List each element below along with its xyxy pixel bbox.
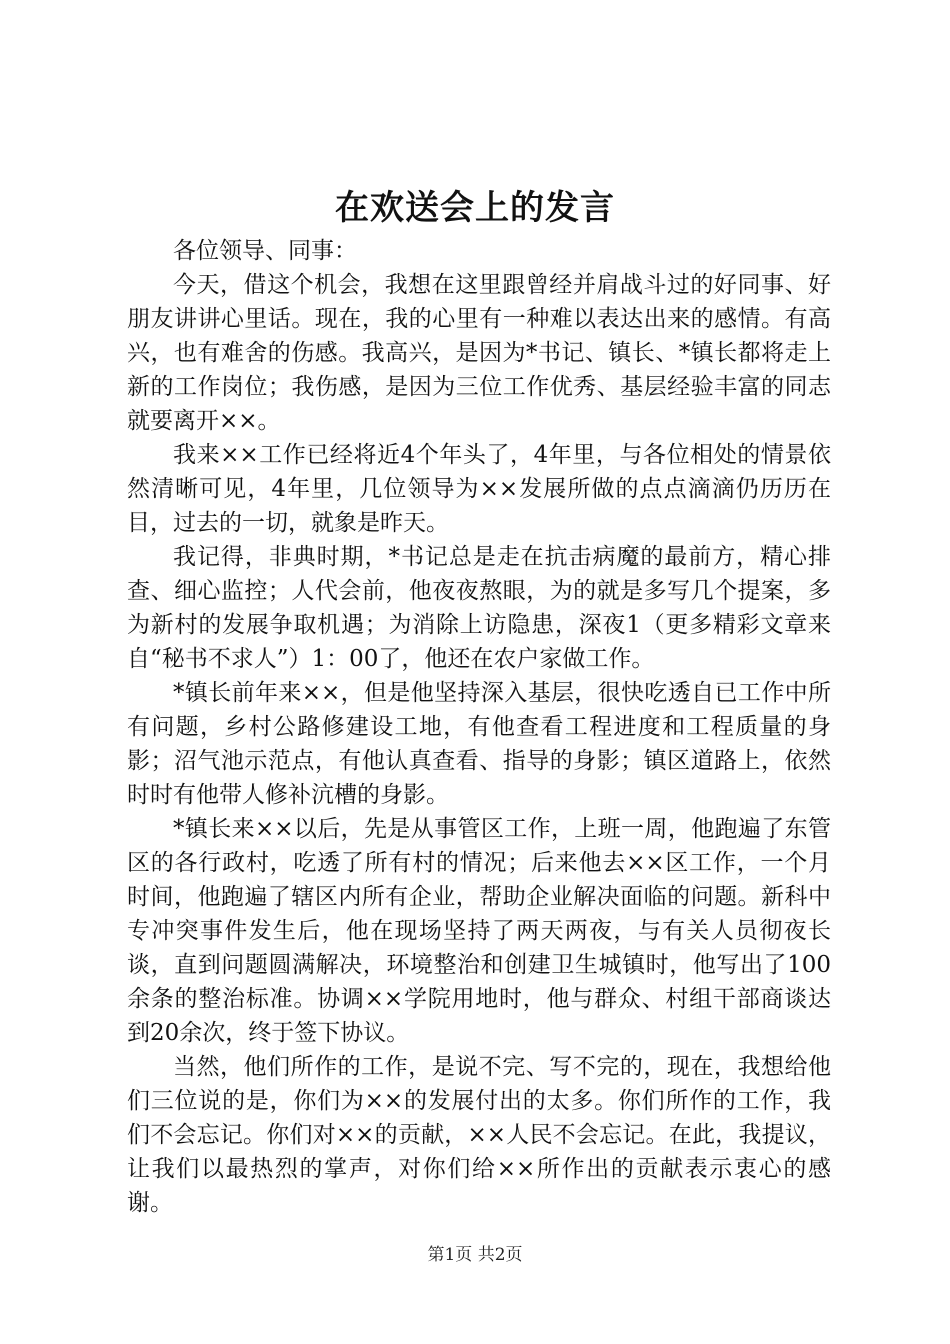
paragraph: 我来××工作已经将近4个年头了，4年里，与各位相处的情景依然清晰可见，4年里，几位领导为××发展所做的点点滴滴仍历历在目，过去的一切，就象是昨天。 [127,442,831,536]
document-title: 在欢送会上的发言 [335,188,615,228]
document-body [127,234,831,1220]
greeting: 各位领导、同事： [173,238,357,264]
paragraph: 今天，借这个机会，我想在这里跟曾经并肩战斗过的好同事、好朋友讲讲心里话。现在，我的心里有一种难以表达出来的感情。有高兴，也有难舍的伤感。我高兴，是因为*书记、镇长、*镇长都将走上新的工作岗位；我伤感，是因为三位工作优秀、基层经验丰富的同志就要离开××。 [127,272,831,434]
paragraph: *镇长前年来××，但是他坚持深入基层，很快吃透自已工作中所有问题，乡村公路修建设工地，有他查看工程进度和工程质量的身影；沼气池示范点，有他认真查看、指导的身影；镇区道路上，依然时时有他带人修补沆槽的身影。 [127,680,831,808]
paragraph: 当然，他们所作的工作，是说不完、写不完的，现在，我想给他们三位说的是，你们为××的发展付出的太多。你们所作的工作，我们不会忘记。你们对××的贡献，××人民不会忘记。在此，我提议，让我们以最热烈的掌声，对你们给××所作出的贡献表示衷心的感谢。 [127,1054,831,1216]
paragraph: 我记得，非典时期，*书记总是走在抗击病魔的最前方，精心排查、细心监控；人代会前，他夜夜熬眼，为的就是多写几个提案，多为新村的发展争取机遇；为消除上访隐患，深夜1（更多精彩文章来自“秘书不求人”）1：00了，他还在农户家做工作。 [127,544,831,672]
page-footer: 第1页 共2页 [427,1245,523,1265]
paragraph: *镇长来××以后，先是从事管区工作，上班一周，他跑遍了东管区的各行政村，吃透了所有村的情况；后来他去××区工作，一个月时间，他跑遍了辖区内所有企业，帮助企业解决面临的问题。新科中专冲突事件发生后，他在现场坚持了两天两夜，与有关人员彻夜长谈，直到问题圆满解决，环境整治和创建卫生城镇时，他写出了100余条的整治标准。协调××学院用地时，他与群众、村组干部商谈达到20余次，终于签下协议。 [127,816,831,1046]
